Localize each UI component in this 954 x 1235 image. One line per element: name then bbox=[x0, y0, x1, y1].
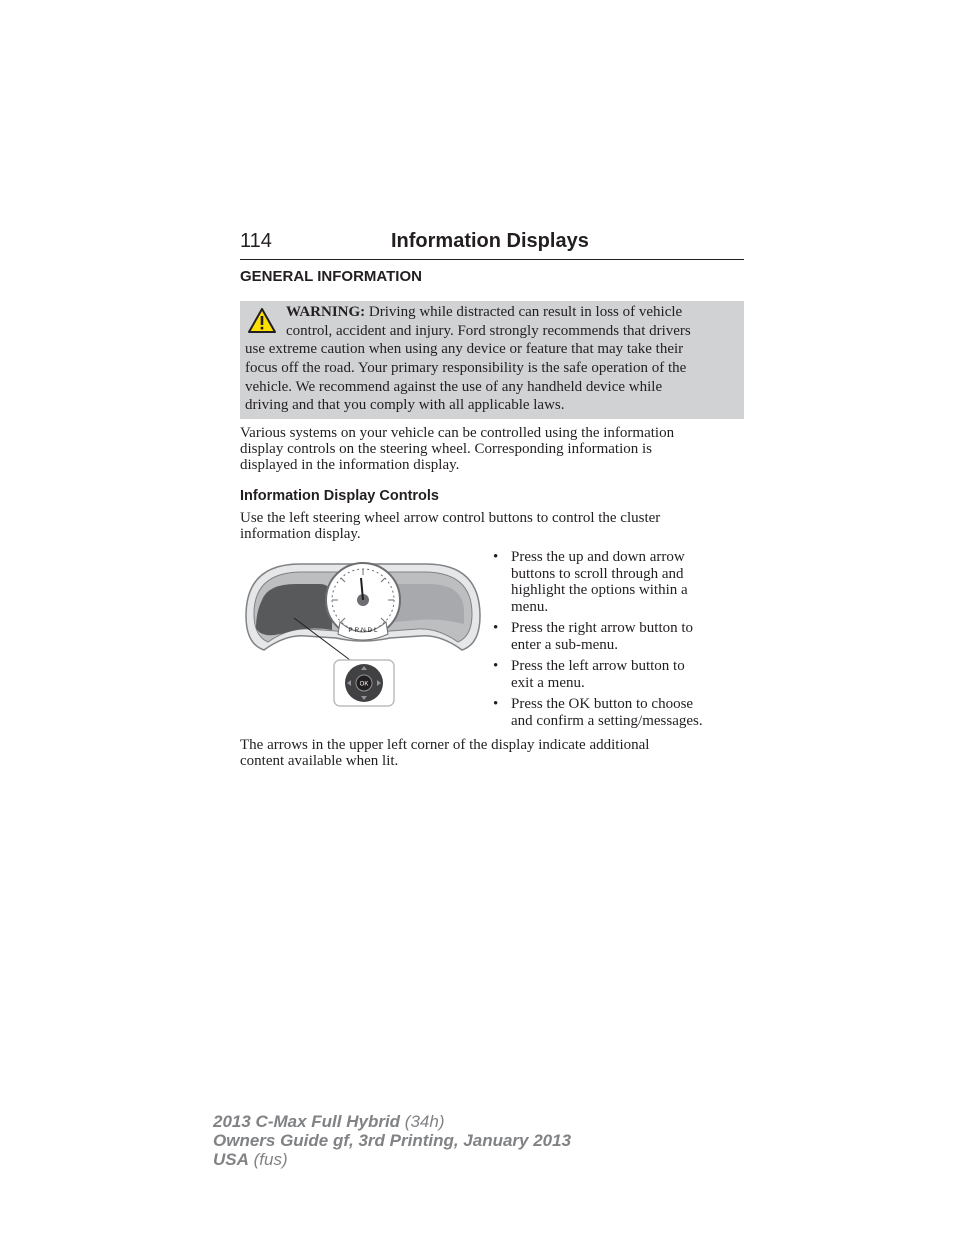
closing-paragraph bbox=[240, 737, 744, 769]
section-title: GENERAL INFORMATION bbox=[240, 268, 422, 285]
subsection-title: Information Display Controls bbox=[240, 488, 439, 504]
warning-line: vehicle. We recommend against the use of any handheld device while bbox=[245, 379, 663, 395]
list-item-line: Press the right arrow button to bbox=[511, 620, 694, 636]
footer-line bbox=[213, 1150, 571, 1169]
page-number: 114 bbox=[240, 230, 272, 252]
instrument-cluster-illustration bbox=[240, 556, 486, 710]
footer-edition: Owners Guide gf, 3rd Printing, January 2013 bbox=[213, 1131, 572, 1150]
list-item-line: exit a menu. bbox=[511, 674, 585, 691]
page-header bbox=[240, 229, 744, 260]
controls-intro-paragraph bbox=[240, 510, 744, 542]
paragraph-line: The arrows in the upper left corner of the display indicate additional bbox=[240, 737, 650, 753]
warning-line: driving and that you comply with all applicable laws. bbox=[245, 397, 565, 413]
list-item-line: menu. bbox=[511, 598, 549, 615]
intro-paragraph bbox=[240, 425, 744, 473]
footer-model: 2013 C-Max Full Hybrid bbox=[213, 1112, 401, 1131]
warning-line: use extreme caution when using any device or feature that may take their bbox=[245, 341, 684, 357]
list-item-line: Press the up and down arrow bbox=[511, 549, 685, 565]
list-item bbox=[491, 620, 741, 653]
list-item-line: enter a sub-menu. bbox=[511, 636, 619, 653]
paragraph-line: information display. bbox=[240, 526, 361, 542]
paragraph-line: content available when lit. bbox=[240, 753, 399, 769]
list-item bbox=[491, 658, 741, 691]
paragraph-line: display controls on the steering wheel. Corresponding information is bbox=[240, 441, 653, 457]
list-item-line: buttons to scroll through and bbox=[511, 565, 684, 582]
chapter-title: Information Displays bbox=[391, 230, 589, 252]
list-item-line: Press the OK button to choose bbox=[511, 696, 694, 712]
paragraph-line: displayed in the information display. bbox=[240, 457, 460, 473]
bullet-icon: • bbox=[493, 658, 499, 674]
paragraph-line: Use the left steering wheel arrow control buttons to control the cluster bbox=[240, 510, 661, 526]
footer-market: USA bbox=[213, 1150, 249, 1169]
warning-line: control, accident and injury. Ford strongly recommends that drivers bbox=[286, 323, 691, 339]
list-item-line: highlight the options within a bbox=[511, 582, 688, 598]
gear-indicator: P R N D L bbox=[348, 627, 378, 634]
bullet-icon: • bbox=[493, 620, 499, 636]
footer-market-code: (fus) bbox=[253, 1150, 288, 1169]
instrument-cluster-figure bbox=[240, 556, 486, 710]
bullet-icon: • bbox=[493, 549, 499, 565]
list-item bbox=[491, 696, 741, 729]
warning-triangle-icon bbox=[247, 307, 277, 335]
warning-text: Driving while distracted can result in loss of vehicle bbox=[368, 304, 683, 320]
footer-model-code: (34h) bbox=[404, 1112, 445, 1131]
bullet-icon: • bbox=[493, 696, 499, 712]
list-item bbox=[491, 549, 741, 615]
paragraph-line: Various systems on your vehicle can be controlled using the information bbox=[240, 425, 675, 441]
ok-button-label: OK bbox=[359, 681, 369, 688]
page-footer bbox=[213, 1112, 571, 1169]
warning-label: WARNING: bbox=[286, 304, 366, 320]
warning-line bbox=[286, 303, 682, 322]
list-item-line: and confirm a setting/messages. bbox=[511, 712, 703, 729]
control-instructions-list bbox=[491, 549, 741, 734]
list-item-line: Press the left arrow button to bbox=[511, 658, 685, 674]
warning-box bbox=[240, 301, 744, 419]
footer-line bbox=[213, 1112, 571, 1131]
warning-line: focus off the road. Your primary responsibility is the safe operation of the bbox=[245, 360, 687, 376]
